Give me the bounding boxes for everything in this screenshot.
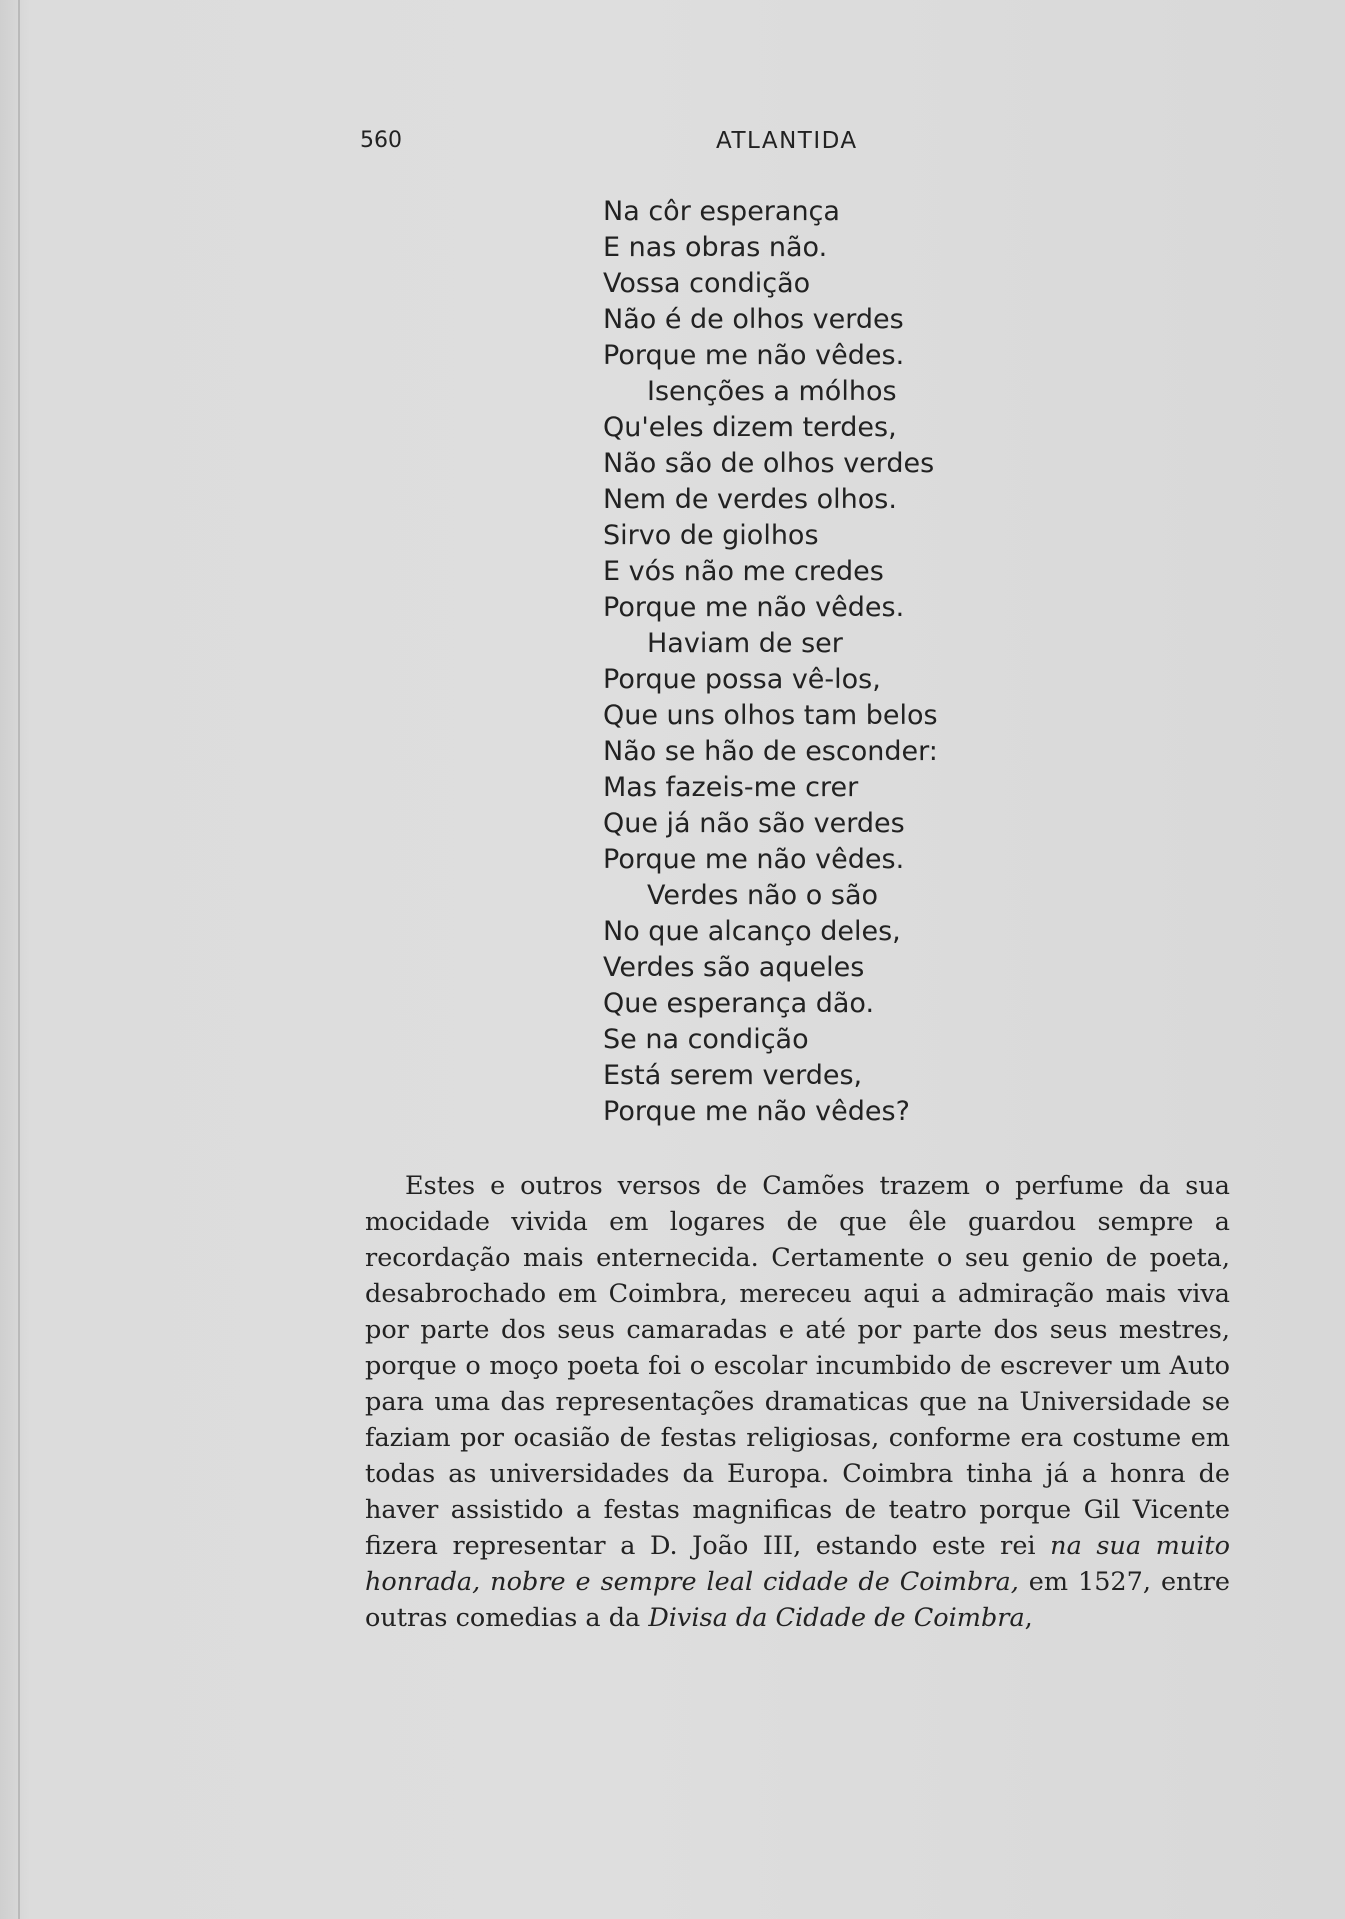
poem <box>603 194 983 1130</box>
page-header <box>360 128 880 160</box>
verse-line: No que alcanço deles, <box>603 916 901 947</box>
italic-title: Divisa da Cidade de Coimbra <box>648 1603 1025 1633</box>
verse-line: Mas fazeis-me crer <box>603 772 859 803</box>
verse-line: Haviam de ser <box>647 628 843 659</box>
italic-quote: na sua muito honrada, nobre e sempre leal cidade de Coimbra, <box>365 1531 1230 1597</box>
verse-line: Porque me não vêdes? <box>603 1096 910 1127</box>
verse-line: Sirvo de giolhos <box>603 520 819 551</box>
paragraph <box>365 1168 1230 1636</box>
verse-line: Qu'eles dizem terdes, <box>603 412 897 443</box>
verse-line: Isenções a mólhos <box>647 376 897 407</box>
verse-line: E nas obras não. <box>603 232 828 263</box>
verse-line: Se na condição <box>603 1024 809 1055</box>
verse-line: Porque possa vê-los, <box>603 664 881 695</box>
page-number: 560 <box>360 128 402 153</box>
paragraph-text: em 1527, entre outras comedias a da <box>365 1567 1230 1633</box>
verse-line: Está serem verdes, <box>603 1060 863 1091</box>
verse-line: Vossa condição <box>603 268 811 299</box>
verse-line: Não se hão de esconder: <box>603 736 938 767</box>
verse-line: Verdes não o são <box>647 880 879 911</box>
verse-line: Não são de olhos verdes <box>603 448 935 479</box>
verse-line: Na côr esperança <box>603 196 840 227</box>
verse-line: Verdes são aqueles <box>603 952 865 983</box>
verse-line: Nem de verdes olhos. <box>603 484 897 515</box>
verse-line: E vós não me credes <box>603 556 884 587</box>
verse-line: Porque me não vêdes. <box>603 592 905 623</box>
verse-line: Que uns olhos tam belos <box>603 700 938 731</box>
verse-line: Que esperança dão. <box>603 988 875 1019</box>
verse-line: Porque me não vêdes. <box>603 340 905 371</box>
prose-body <box>365 1168 1230 1636</box>
verse-line: Que já não são verdes <box>603 808 905 839</box>
page-edge <box>18 0 20 1919</box>
verse-line: Porque me não vêdes. <box>603 844 905 875</box>
verse-line: Não é de olhos verdes <box>603 304 904 335</box>
paragraph-text: , <box>1024 1603 1033 1633</box>
paragraph-text: Estes e outros versos de Camões trazem o perfume da sua mocidade vivida em logares de que êle guardou sempre a recordação mais enternecida. Certamente o seu genio de poeta, desabrochado em Coimbra, mereceu aqui a admiração mais viva por parte dos seus camaradas e até por parte dos seus mestres, porque o moço poeta foi o escolar incumbido de escrever um Auto para uma das representações dramaticas que na Universidade se faziam por ocasião de festas religiosas, conforme era costume em todas as universidades da Europa. Coimbra tinha já a honra de haver assistido a festas magnificas de teatro porque Gil Vicente fizera representar a D. João III, estando este rei <box>365 1171 1230 1561</box>
running-title: ATLANTIDA <box>716 128 858 154</box>
